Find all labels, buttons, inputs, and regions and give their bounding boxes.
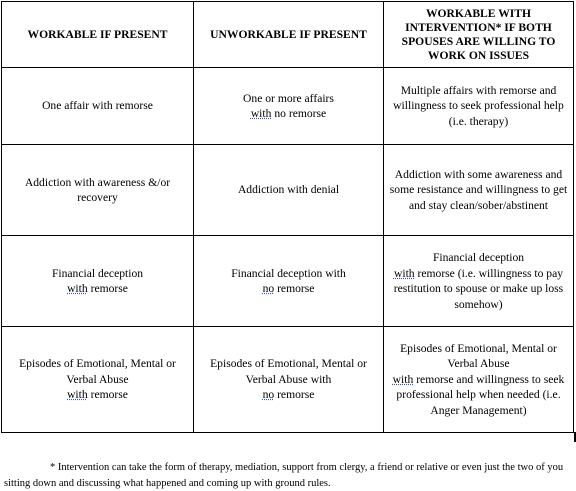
- cell-text: remorse: [87, 388, 128, 402]
- cell-text: Multiple affairs with remorse and willingness to seek professional help (i.e. therapy): [393, 83, 564, 128]
- cell-text: remorse: [274, 388, 315, 402]
- footnote: [4, 460, 570, 491]
- cell-text: Episodes of Emotional, Mental or Verbal Abuse: [19, 357, 176, 386]
- cell-intervention: [384, 145, 574, 236]
- cell-text: no remorse: [271, 107, 327, 120]
- cell-text: Financial deception with: [231, 266, 346, 280]
- header-row: [2, 2, 574, 68]
- cell-text: Financial deception: [51, 266, 144, 280]
- underlined-word: with: [393, 266, 415, 280]
- cell-text: remorse and willingness to seek professional help when needed (i.e. Anger Management): [396, 372, 565, 417]
- cell-workable: [2, 68, 194, 145]
- cell-text: Financial deception: [432, 251, 525, 264]
- cell-workable: [2, 236, 194, 327]
- cell-unworkable: [194, 68, 384, 145]
- cell-intervention: [384, 327, 574, 433]
- table-row: [2, 145, 574, 236]
- cell-text: remorse: [274, 282, 315, 295]
- cell-text: Episodes of Emotional, Mental or Verbal Abuse: [400, 341, 557, 371]
- cell-text: One affair with remorse: [42, 99, 153, 113]
- cell-intervention: [384, 68, 574, 145]
- cell-unworkable: [194, 327, 384, 433]
- cell-text: Addiction with awareness &/or recovery: [24, 175, 171, 204]
- cell-workable: [2, 145, 194, 236]
- underlined-word: no: [262, 388, 275, 402]
- underlined-word: with: [392, 372, 414, 386]
- cell-unworkable: [194, 145, 384, 236]
- cell-unworkable: [194, 236, 384, 327]
- table-row: [2, 68, 574, 145]
- comparison-table: [1, 1, 574, 433]
- table-row: [2, 327, 574, 433]
- header-workable: WORKABLE IF PRESENT: [2, 2, 194, 68]
- cell-text: remorse: [87, 282, 128, 295]
- cell-text: Addiction with denial: [237, 183, 340, 197]
- cell-text: One or more affairs: [243, 91, 334, 105]
- cell-text: remorse (i.e. willingness to pay restitution to spouse or make up loss somehow): [393, 266, 564, 311]
- cell-workable: [2, 327, 194, 433]
- underlined-word: no: [262, 282, 275, 295]
- footnote-text: * Intervention can take the form of therapy, mediation, support from clergy, a friend or relative or even just the two of you sitting down and discussing what happened and coming up with ground rules.: [4, 462, 564, 489]
- header-intervention: WORKABLE WITH INTERVENTION* IF BOTH SPOUSES ARE WILLING TO WORK ON ISSUES: [384, 2, 574, 68]
- header-unworkable: UNWORKABLE IF PRESENT: [194, 2, 384, 68]
- cell-intervention: [384, 236, 574, 327]
- cell-text: Addiction with some awareness and some resistance and willingness to get and stay clean/sober/abstinent: [389, 167, 568, 212]
- underlined-word: with: [67, 388, 88, 402]
- underlined-word: with: [250, 107, 272, 120]
- underlined-word: with: [67, 282, 88, 295]
- cell-text: Episodes of Emotional, Mental or Verbal Abuse with: [210, 357, 367, 386]
- table-row: [2, 236, 574, 327]
